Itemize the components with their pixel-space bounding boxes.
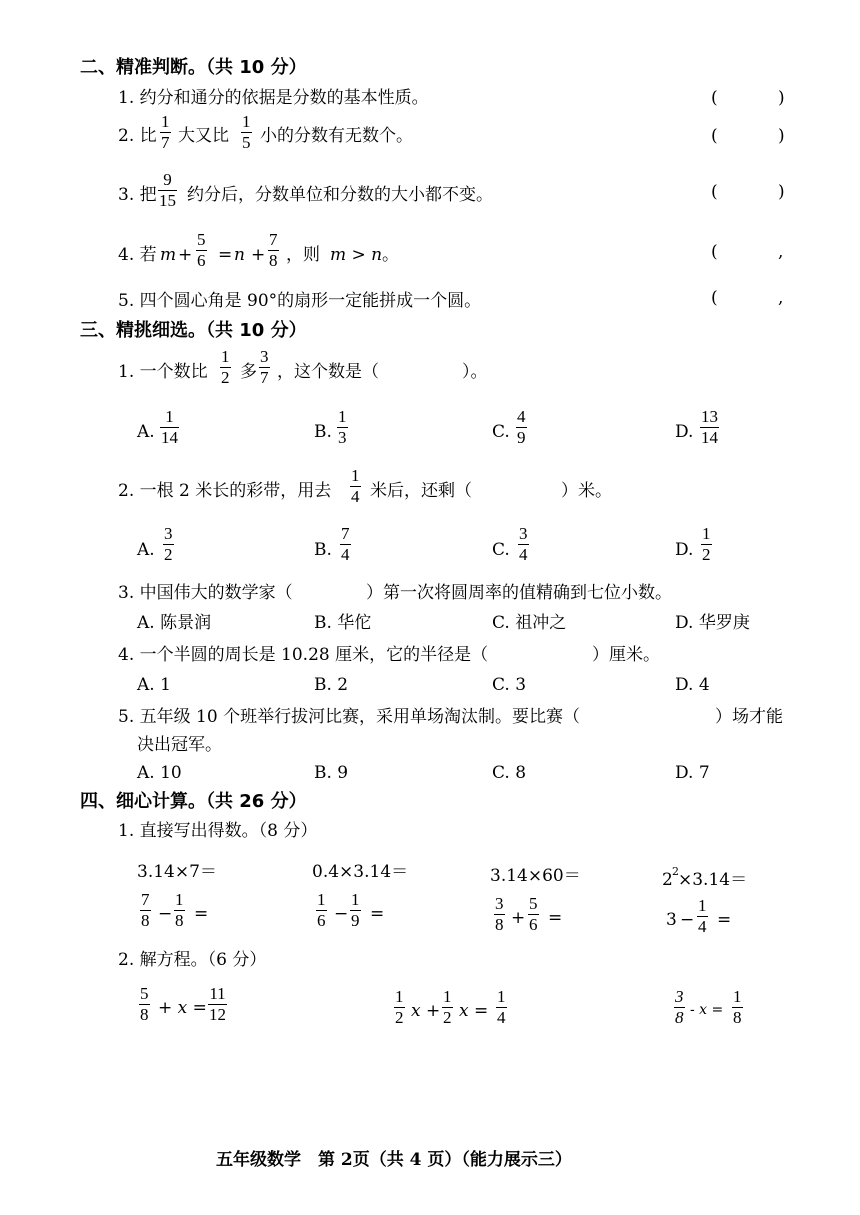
judgement-q3-b: 约分后，分数单位和分数的大小都不变。: [187, 185, 493, 205]
fraction: 3 8: [495, 894, 504, 934]
page-footer: 五年级数学 第 2页（共 4 页）（能力展示三）: [216, 1150, 572, 1170]
choice-q1-b: 多: [240, 362, 257, 382]
option-label: A.: [137, 422, 155, 442]
answer-paren-close: ): [778, 126, 785, 146]
fraction: 1 9: [351, 890, 360, 930]
option-fraction: 13 14: [701, 407, 718, 447]
equals-sign: =: [370, 904, 385, 924]
equation-middle: x +: [411, 1001, 441, 1021]
option-fraction: 1 2: [702, 524, 711, 564]
choice-q5-c: 决出冠军。: [137, 735, 222, 755]
option-label: D.: [675, 422, 694, 442]
option: B. 2: [314, 675, 349, 695]
judgement-q2-a: 2. 比: [118, 126, 157, 146]
calc-part2-title: 2. 解方程。（6 分）: [118, 950, 267, 970]
option: A. 1: [137, 675, 171, 695]
fraction: 1 4: [497, 987, 506, 1027]
judgement-q2-b: 大又比: [178, 126, 229, 146]
fraction: 1 7: [161, 112, 170, 152]
option: C. 祖冲之: [492, 613, 567, 633]
calc-item: ×3.14＝: [678, 870, 748, 890]
fraction: 1 8: [175, 890, 184, 930]
fraction: 7 8: [269, 230, 278, 270]
option: A. 陈景润: [137, 613, 212, 633]
option-label: C.: [492, 422, 510, 442]
section-title-calculation: 四、细心计算。（共 26 分）: [80, 791, 307, 812]
fraction: 9 15: [159, 170, 176, 210]
option-label: B.: [314, 422, 332, 442]
operator: +: [511, 908, 526, 928]
option-fraction: 3 2: [164, 524, 173, 564]
plus-sign: +: [251, 245, 266, 265]
fraction: 1 2: [443, 987, 452, 1027]
choice-q5-a: 5. 五年级 10 个班举行拔河比赛，采用单场淘汰制。要比赛（: [118, 707, 581, 727]
choice-q4-b: ）厘米。: [592, 645, 660, 665]
fraction: 1 4: [698, 896, 707, 936]
inequality: m > n: [330, 245, 383, 265]
section-title-judgement: 二、精准判断。（共 10 分）: [80, 57, 307, 78]
fraction: 3 7: [260, 347, 269, 387]
fraction: 5 6: [197, 230, 206, 270]
option: C. 8: [492, 763, 527, 783]
fraction: 1 5: [242, 112, 251, 152]
judgement-q4-b: ，则: [286, 245, 320, 265]
fraction: 5 8: [140, 984, 149, 1024]
plus-sign: +: [178, 245, 193, 265]
choice-q1-c: ，这个数是（: [277, 362, 379, 382]
option-label: B.: [314, 540, 332, 560]
option: D. 4: [675, 675, 710, 695]
fraction: 1 4: [351, 466, 360, 506]
variable-m: m: [160, 245, 177, 265]
fraction: 1 2: [395, 987, 404, 1027]
judgement-q5: 5. 四个圆心角是 90°的扇形一定能拼成一个圆。: [118, 291, 482, 311]
judgement-q1: 1. 约分和通分的依据是分数的基本性质。: [118, 88, 429, 108]
equation-middle: - x =: [690, 1002, 724, 1018]
fraction: 11 12: [209, 984, 226, 1024]
calc-item: 3.14×60＝: [490, 866, 581, 886]
option-fraction: 4 9: [517, 407, 526, 447]
option: D. 华罗庚: [675, 613, 750, 633]
fraction: 5 6: [529, 894, 538, 934]
judgement-q4-c: 。: [382, 245, 399, 265]
option-fraction: 7 4: [341, 524, 350, 564]
option-label: C.: [492, 540, 510, 560]
equals-sign: =: [218, 245, 233, 265]
fraction: 1 6: [317, 890, 326, 930]
equals-sign: =: [548, 908, 563, 928]
equation-middle: + x =: [158, 998, 207, 1018]
judgement-q2-c: 小的分数有无数个。: [260, 126, 413, 146]
answer-paren-close: ,: [778, 288, 784, 308]
power-exponent: 2: [672, 865, 679, 878]
judgement-q4-a: 4. 若: [118, 245, 157, 265]
fraction: 3 8: [675, 987, 684, 1027]
option-label: A.: [137, 540, 155, 560]
judgement-q3-a: 3. 把: [118, 185, 157, 205]
choice-q1-a: 1. 一个数比: [118, 362, 208, 382]
choice-q3-a: 3. 中国伟大的数学家（: [118, 583, 293, 603]
calc-part1-title: 1. 直接写出得数。（8 分）: [118, 821, 318, 841]
option-fraction: 3 4: [519, 524, 528, 564]
fraction: 7 8: [141, 890, 150, 930]
calc-item: 0.4×3.14＝: [312, 862, 409, 882]
answer-paren-close: ): [778, 182, 785, 202]
calc-item: 3.14×7＝: [137, 862, 217, 882]
answer-paren-open: (: [711, 88, 718, 108]
answer-paren-open: (: [711, 182, 718, 202]
equals-sign: =: [717, 910, 732, 930]
answer-paren-close: ,: [778, 242, 784, 262]
operator: −: [680, 910, 695, 930]
choice-q1-d: ）。: [462, 362, 488, 382]
equation-middle: x =: [459, 1001, 489, 1021]
answer-paren-close: ): [778, 88, 785, 108]
option-fraction: 1 3: [338, 407, 347, 447]
answer-paren-open: (: [711, 288, 718, 308]
option: C. 3: [492, 675, 527, 695]
choice-q4-a: 4. 一个半圆的周长是 10.28 厘米，它的半径是（: [118, 645, 489, 665]
choice-q3-b: ）第一次将圆周率的值精确到七位小数。: [366, 583, 672, 603]
fraction: 1 2: [221, 347, 230, 387]
variable-n: n: [234, 245, 245, 265]
choice-q2-a: 2. 一根 2 米长的彩带，用去: [118, 481, 332, 501]
answer-paren-open: (: [711, 126, 718, 146]
choice-q5-b: ）场才能: [715, 707, 783, 727]
answer-paren-open: (: [711, 242, 718, 262]
fraction: 1 8: [733, 987, 742, 1027]
option-label: D.: [675, 540, 694, 560]
option-fraction: 1 14: [161, 407, 178, 447]
operator: −: [158, 904, 173, 924]
choice-q2-b: 米后，还剩（: [370, 481, 472, 501]
section-title-choice: 三、精挑细选。（共 10 分）: [80, 320, 307, 341]
choice-q2-c: ）米。: [561, 481, 612, 501]
equals-sign: =: [194, 904, 209, 924]
option: B. 华佗: [314, 613, 372, 633]
option: B. 9: [314, 763, 349, 783]
option: A. 10: [137, 763, 182, 783]
option: D. 7: [675, 763, 710, 783]
power-base: 2: [662, 870, 673, 890]
operator: −: [334, 904, 349, 924]
whole-number: 3: [666, 910, 677, 930]
